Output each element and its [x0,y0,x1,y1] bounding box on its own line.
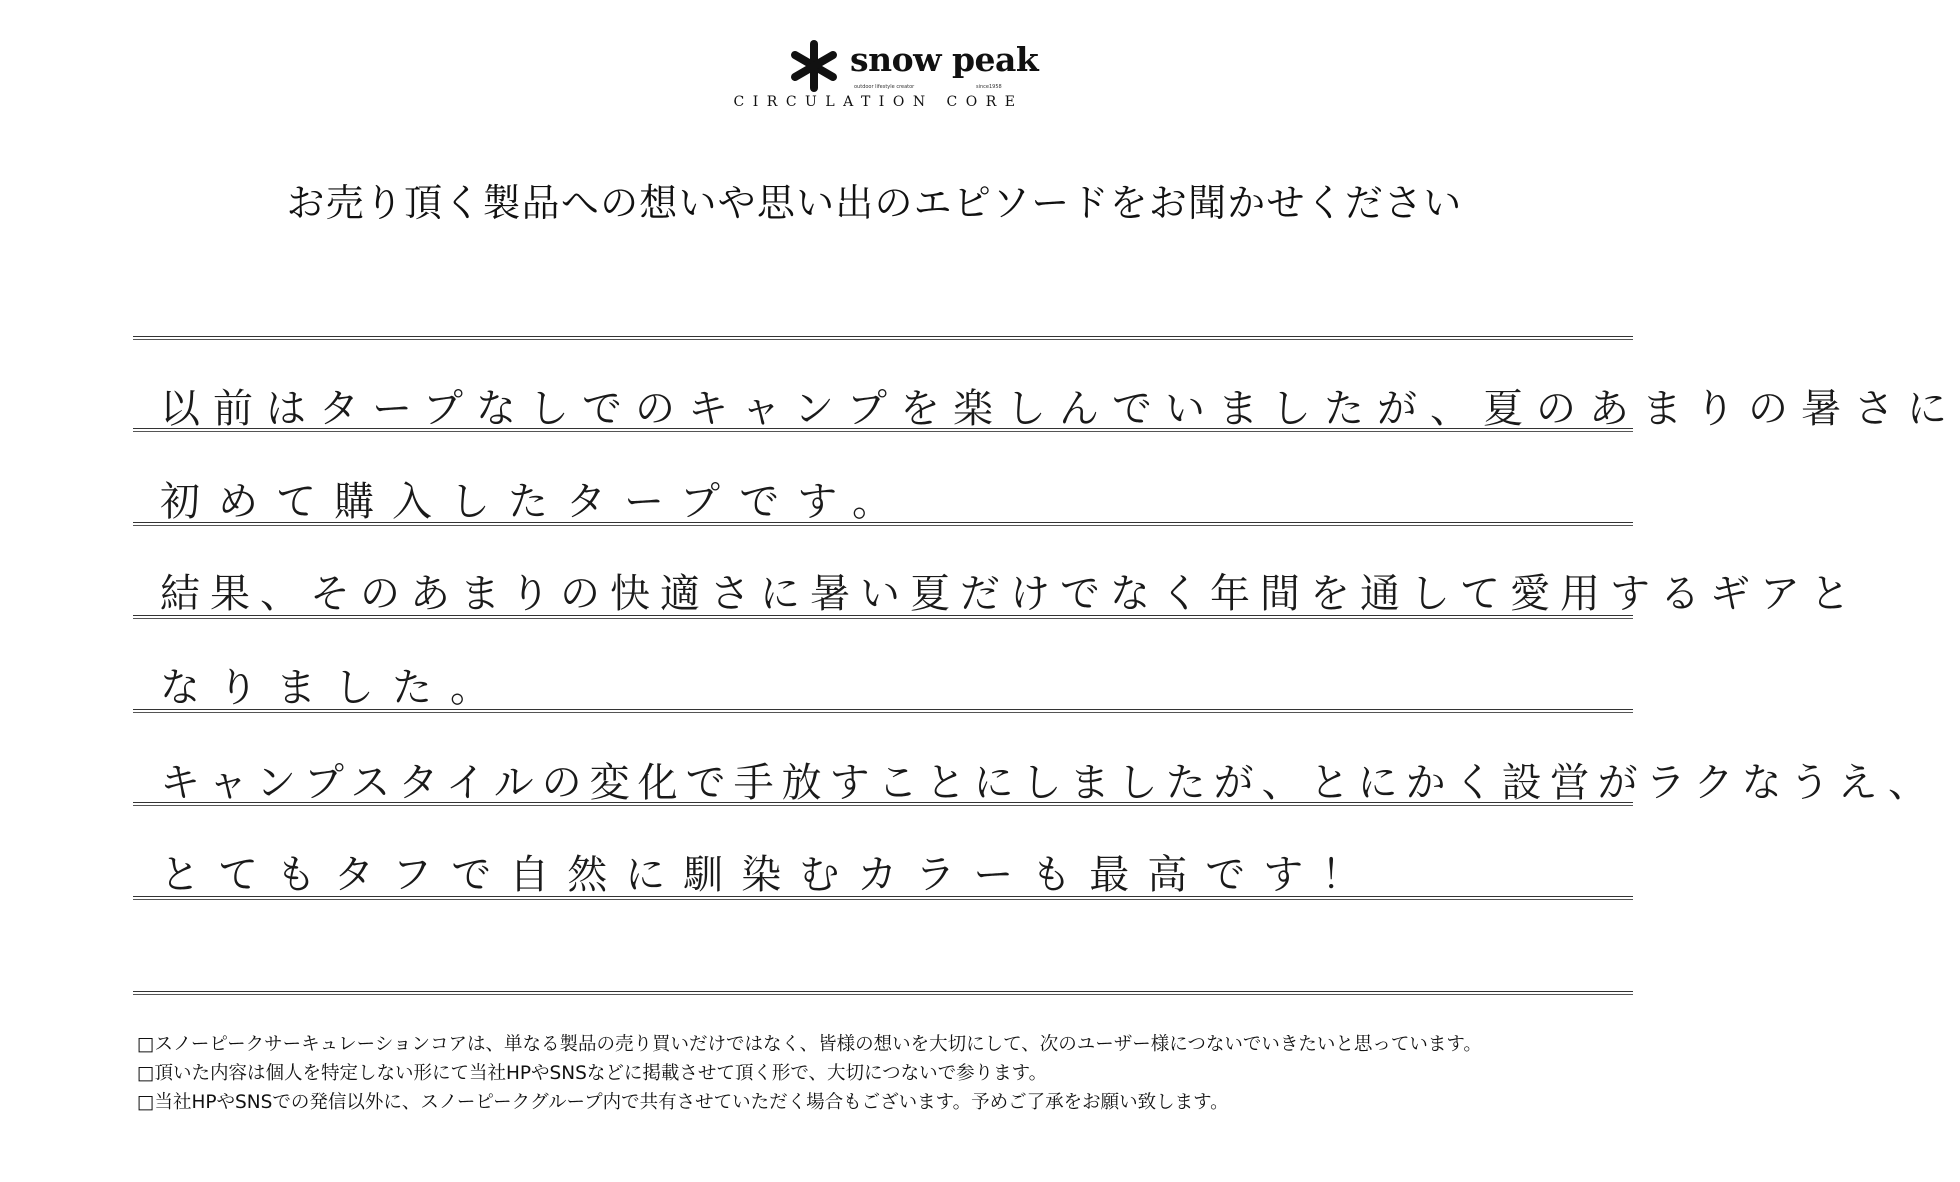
handwritten-line: 初めて購入したタープです。 [160,479,910,525]
handwritten-line: 結果、そのあまりの快適さに暑い夏だけでなく年間を通して愛用するギアと [160,571,1860,617]
form-prompt: お売り頂く製品への想いや思い出のエピソードをお聞かせください [286,181,1463,225]
snowflake-asterisk-icon [786,38,842,94]
footer-note: □頂いた内容は個人を特定しない形にて当社HPやSNSなどに掲載させて頂く形で、大切につないで参ります。 [137,1063,1048,1084]
handwritten-line: なりました。 [160,665,508,711]
brand-tagline: CIRCULATION CORE [733,94,1024,110]
footer-note: □スノーピークサーキュレーションコアは、単なる製品の売り買いだけではなく、皆様の想いを大切にして、次のユーザー様につないでいきたいと思っています。 [137,1034,1482,1055]
brand-sub-left: outdoor lifestyle creator [854,84,915,90]
footer-notes [137,1030,1482,1117]
brand-logo [0,28,1749,118]
brand-sub-right: since1958 [976,84,1002,90]
brand-logo-row [786,38,1039,98]
brand-name: snow peak [850,40,1039,79]
footer-note: □当社HPやSNSでの発信以外に、スノーピークグループ内で共有させていただく場合もございます。予めご了承をお願い致します。 [137,1092,1229,1113]
handwritten-line: キャンプスタイルの変化で手放すことにしましたが、とにかく設営がラクなうえ、 [160,760,1936,806]
handwritten-line: 以前はタープなしでのキャンプを楽しんでいましたが、夏のあまりの暑さに [160,386,1960,432]
handwritten-line: とてもタフで自然に馴染むカラーも最高です！ [160,852,1380,898]
ruled-line [133,991,1633,995]
ruled-line [133,336,1633,340]
